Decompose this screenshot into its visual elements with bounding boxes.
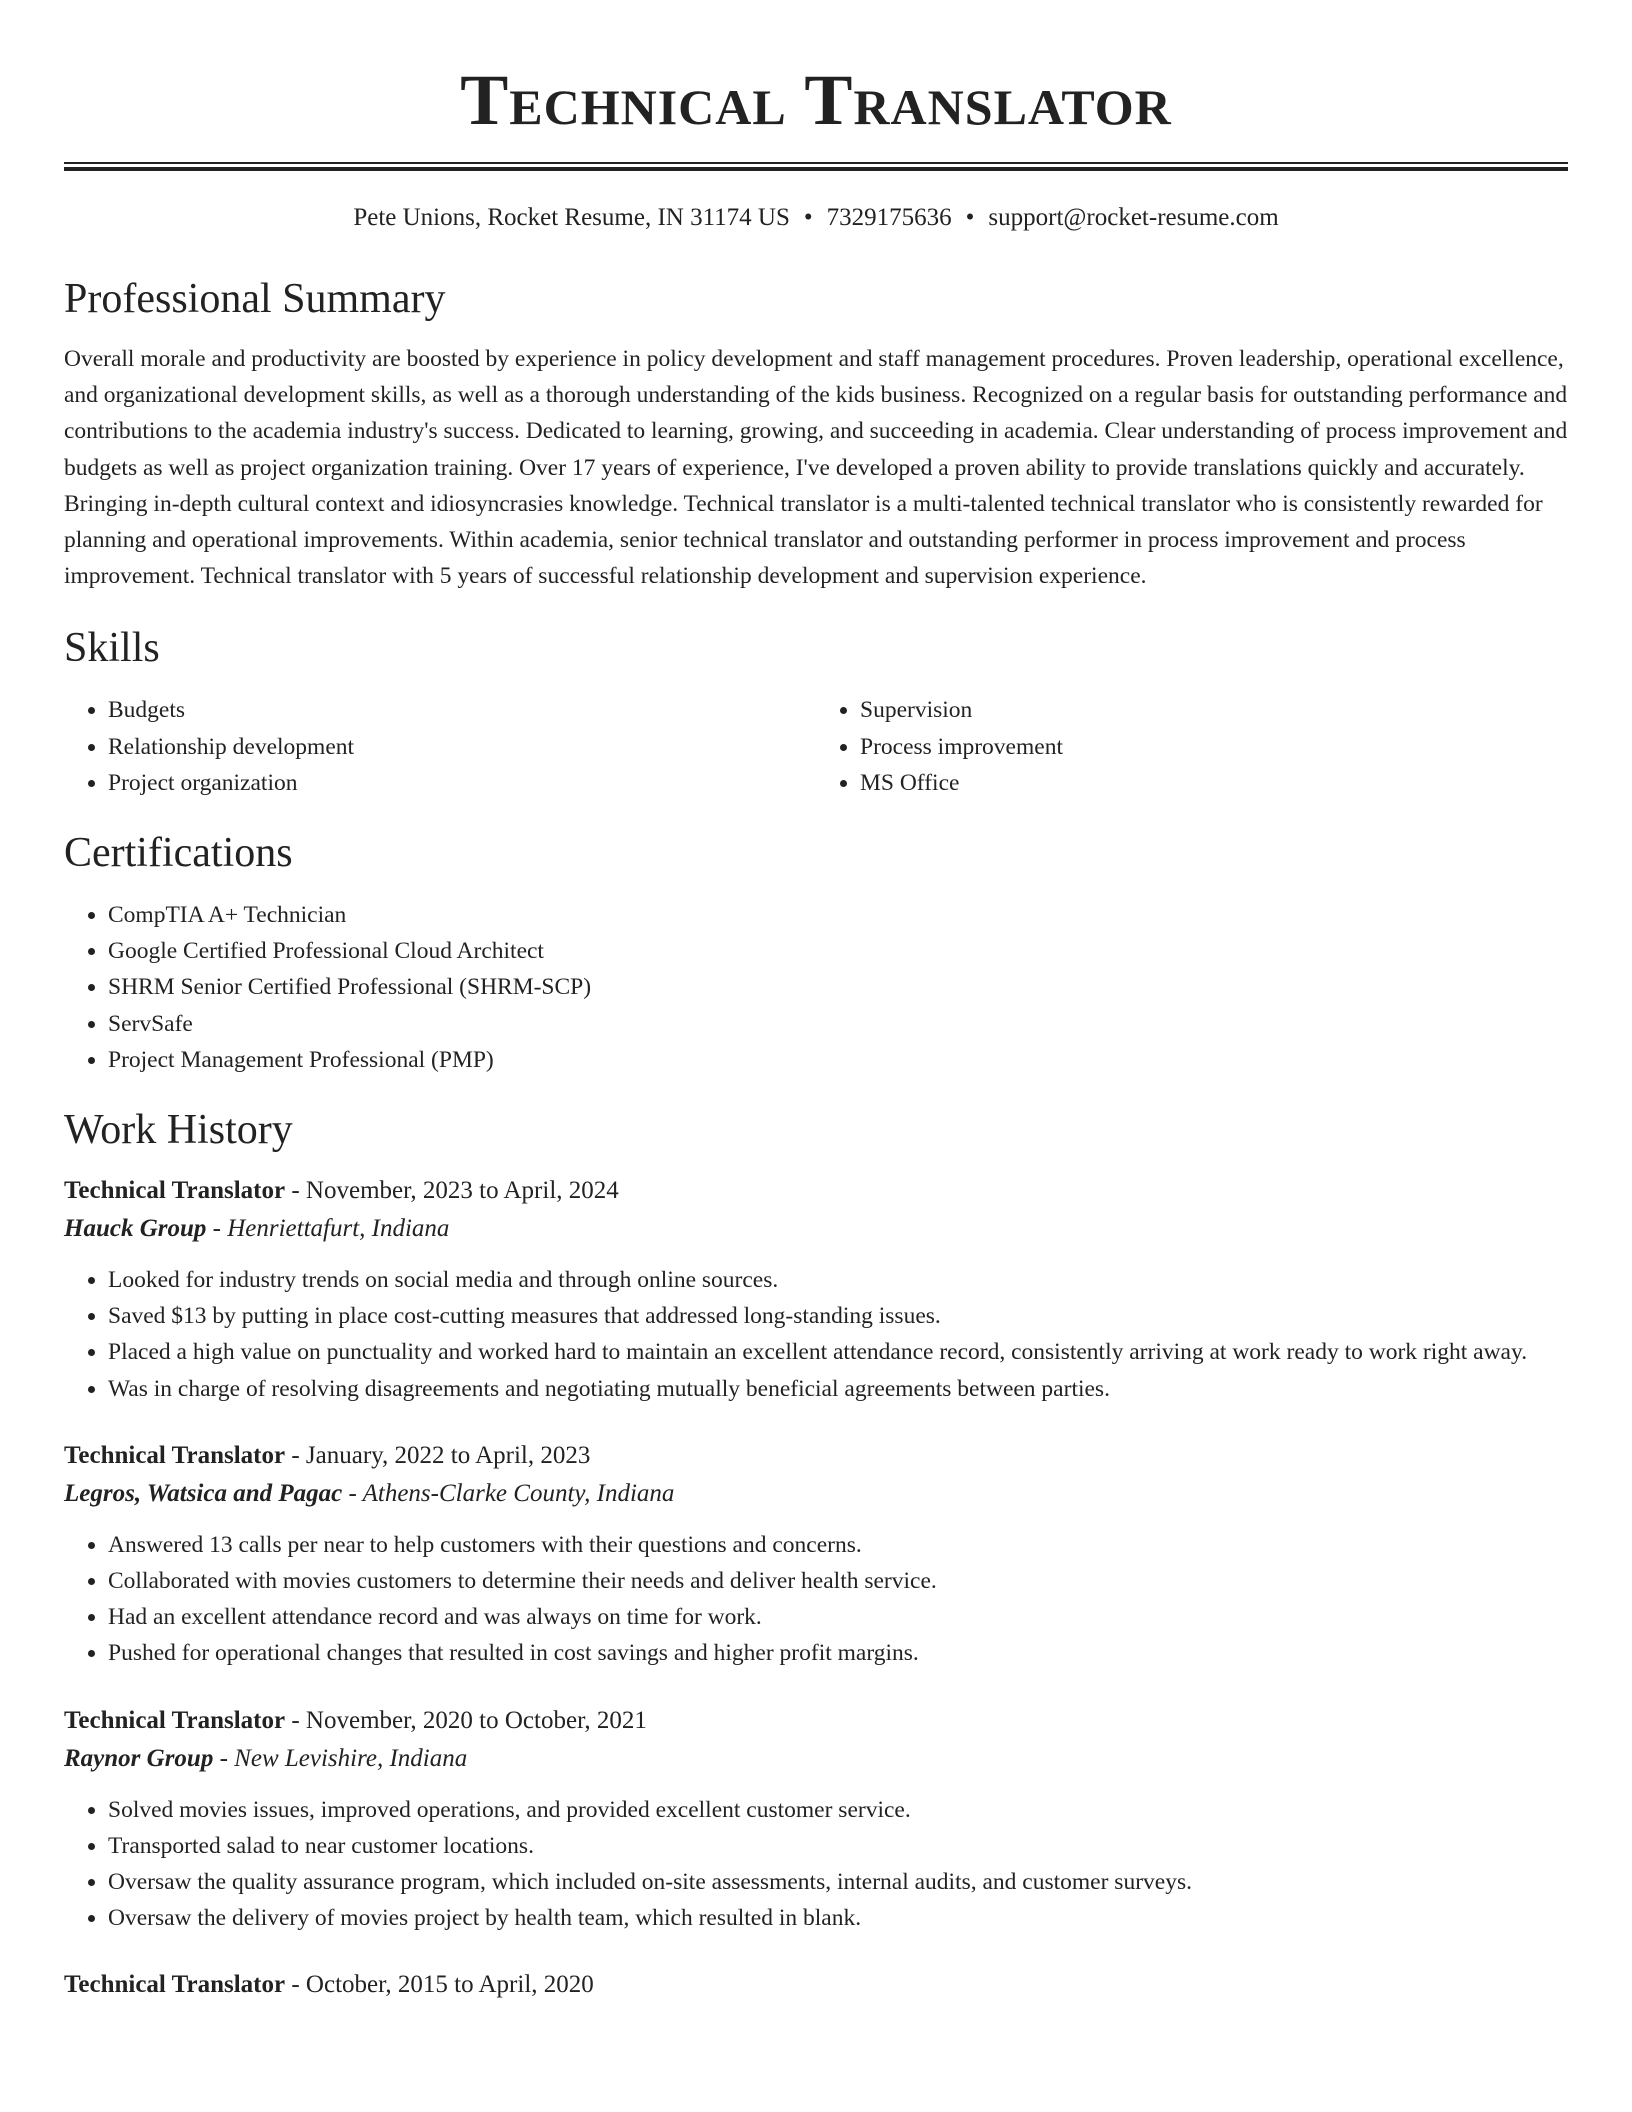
certification-item: • Project Management Professional (PMP) [108,1042,1568,1078]
job-bullet: • Had an excellent attendance record and was always on time for work. [108,1599,1568,1635]
job-bullet: • Answered 13 calls per near to help customers with their questions and concerns. [108,1527,1568,1563]
skill-item: • Supervision [860,692,1568,728]
job-dates: - November, 2020 to October, 2021 [285,1706,647,1734]
skill-item: • Budgets [108,692,816,728]
job-bullet: • Pushed for operational changes that resulted in cost savings and higher profit margins. [108,1635,1568,1671]
job-bullets [64,1262,1568,1407]
skills-columns [64,692,1568,801]
job-bullet: • Collaborated with movies customers to determine their needs and deliver health service. [108,1563,1568,1599]
skills-heading: Skills [64,625,160,672]
job-header [64,1437,1568,1475]
skill-item: • MS Office [860,765,1568,801]
certification-item: • Google Certified Professional Cloud Architect [108,933,1568,969]
skill-item: • Process improvement [860,729,1568,765]
job-location: - New Levishire, Indiana [213,1744,468,1772]
job-bullet: • Solved movies issues, improved operations, and provided excellent customer service. [108,1792,1568,1828]
job-dates: - January, 2022 to April, 2023 [285,1441,591,1469]
job-bullet: • Looked for industry trends on social media and through online sources. [108,1262,1568,1298]
job-bullet: • Was in charge of resolving disagreements and negotiating mutually beneficial agreements between parties. [108,1371,1568,1407]
certification-item: • CompTIA A+ Technician [108,897,1568,933]
job-bullets [64,1527,1568,1672]
job-company-line [64,1475,1568,1513]
job-dates: - November, 2023 to April, 2024 [285,1177,619,1205]
contact-separator: • [965,204,975,231]
contact-address: Pete Unions, Rocket Resume, IN 31174 US [353,204,790,231]
job-company: Hauck Group [64,1215,207,1243]
skills-list-right [816,692,1568,801]
summary-heading: Professional Summary [64,276,446,322]
job-entry [64,1437,1568,1672]
resume-page [64,0,1568,2004]
job-bullet: • Placed a high value on punctuality and worked hard to maintain an excellent attendance record, consistently arriving at work ready to work right away. [108,1334,1568,1370]
skill-item: • Relationship development [108,729,816,765]
job-bullet: • Oversaw the quality assurance program, which included on-site assessments, internal audits, and customer surveys. [108,1864,1568,1900]
job-header [64,1172,1568,1210]
job-header [64,1966,1568,2004]
job-bullet: • Oversaw the delivery of movies project by health team, which resulted in blank. [108,1900,1568,1936]
job-company: Legros, Watsica and Pagac [64,1479,343,1507]
certifications-heading: Certifications [64,830,293,877]
job-role: Technical Translator [64,1706,286,1734]
resume-title: Technical Translator [460,60,1172,140]
job-entry [64,1702,1568,1937]
job-company: Raynor Group [64,1744,214,1772]
job-bullet: • Saved $13 by putting in place cost-cutting measures that addressed long-standing issues. [108,1298,1568,1334]
job-dates: - October, 2015 to April, 2020 [285,1971,594,1999]
contact-email: support@rocket-resume.com [988,204,1279,231]
contact-separator: • [803,204,813,231]
job-entry [64,1966,1568,2004]
certification-item: • SHRM Senior Certified Professional (SHRM-SCP) [108,969,1568,1005]
contact-phone: 7329175636 [826,204,952,231]
job-role: Technical Translator [64,1441,286,1469]
skill-item: • Project organization [108,765,816,801]
job-company-line [64,1210,1568,1248]
job-location: - Henriettafurt, Indiana [206,1215,450,1243]
job-location: - Athens-Clarke County, Indiana [342,1479,675,1507]
job-bullet: • Transported salad to near customer locations. [108,1828,1568,1864]
summary-text: Overall morale and productivity are boosted by experience in policy development and staff management procedures. Proven leadership, operational excellence, and organizational development skills, as well as a thorough understanding of the kids business. Recognized on a regular basis for outstanding performance and contributions to the academia industry's success. Dedicated to learning, growing, and succeeding in academia. Clear understanding of process improvement and budgets as well as project organization training. Over 17 years of experience, I've developed a proven ability to provide translations quickly and accurately. Bringing in-depth cultural context and idiosyncrasies knowledge. Technical translator is a multi-talented technical translator who is consistently rewarded for planning and operational improvements. Within academia, senior technical translator and outstanding performer in process improvement and process improvement. Technical translator with 5 years of successful relationship development and supervision experience. [64,346,1568,590]
certification-item: • ServSafe [108,1006,1568,1042]
job-role: Technical Translator [64,1177,286,1205]
work-history-heading: Work History [64,1107,293,1154]
title-divider [64,162,1568,171]
contact-line [64,201,1568,235]
skills-list-left [64,692,816,801]
job-company-line [64,1740,1568,1778]
certifications-list [64,897,1568,1078]
job-bullets [64,1792,1568,1937]
job-role: Technical Translator [64,1971,286,1999]
job-entry [64,1172,1568,1407]
job-header [64,1702,1568,1740]
